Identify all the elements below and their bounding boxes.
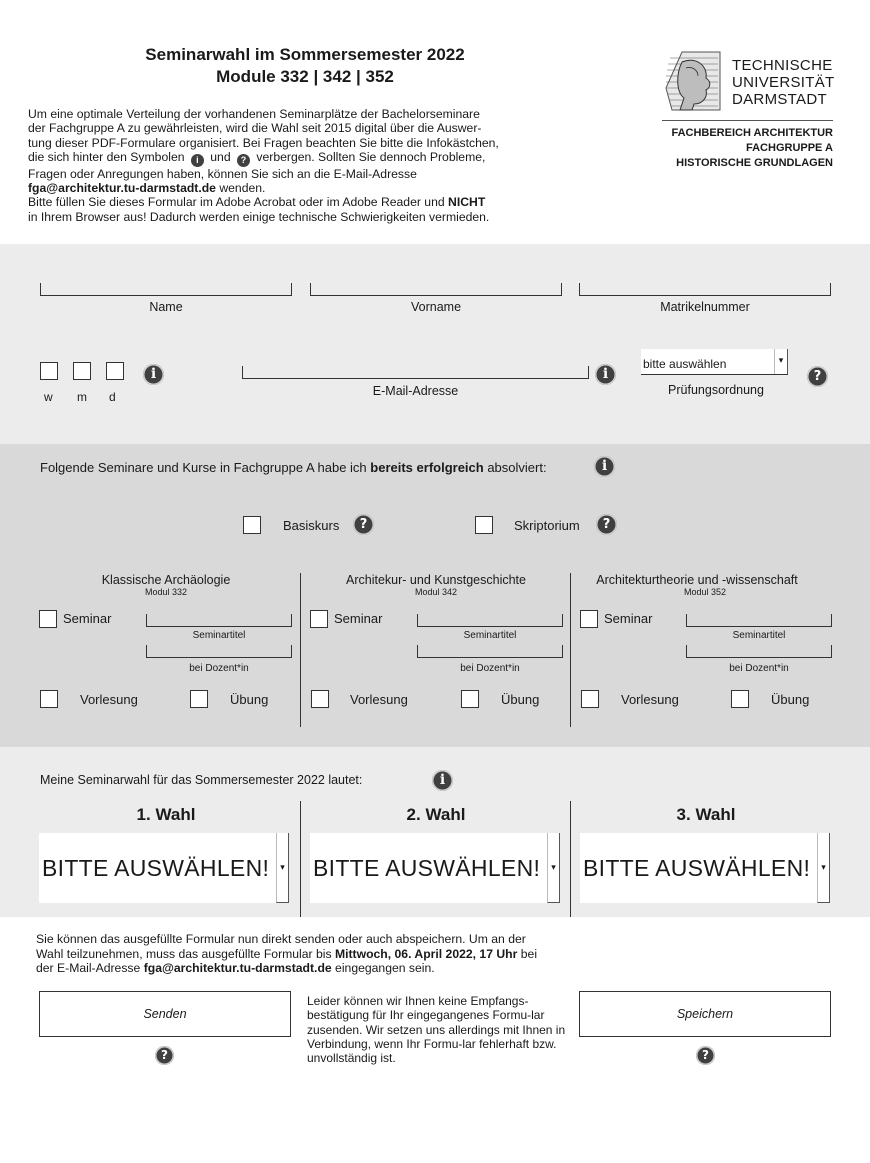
pruefungsordnung-select[interactable]: [641, 349, 788, 375]
matrikelnummer-label: Matrikelnummer: [660, 300, 750, 314]
basiskurs-checkbox[interactable]: [243, 516, 261, 534]
department-name: [640, 126, 833, 171]
dozent-label: bei Dozent*in: [189, 663, 249, 674]
footer-text-part: der E-Mail-Adresse: [36, 961, 144, 975]
info-icon: i: [191, 154, 204, 167]
select-value: BITTE AUSWÄHLEN!: [42, 855, 270, 881]
intro-line: Um eine optimale Verteilung der vorhandenen Seminarplätze der Bachelorseminare: [28, 107, 480, 121]
footer-text-part: Wahl teilzunehmen, muss das ausgefüllte Formular bis: [36, 946, 335, 961]
info-icon[interactable]: i: [594, 456, 615, 477]
module-352-number: Modul 352: [683, 587, 727, 597]
module-332-number: Modul 332: [144, 587, 188, 597]
select-value: BITTE AUSWÄHLEN!: [583, 855, 811, 881]
vorlesung-label: Vorlesung: [350, 692, 408, 707]
vorname-field[interactable]: [310, 283, 562, 296]
logo-divider: [662, 120, 833, 121]
contact-email: fga@architektur.tu-darmstadt.de: [28, 181, 216, 196]
dozent-label: bei Dozent*in: [729, 663, 789, 674]
module-332-title: Klassische Archäologie: [101, 573, 231, 587]
help-icon[interactable]: ?: [807, 366, 828, 387]
intro-line: der Fachgruppe A zu gewährleisten, wird die Wahl seit 2015 digital über die Auswer-: [28, 121, 482, 136]
seminartitel-label: Seminartitel: [192, 630, 246, 641]
vorlesung-label: Vorlesung: [80, 692, 138, 707]
intro-line: Fragen oder Anregungen haben, können Sie sich an die E-Mail-Adresse: [28, 166, 417, 181]
completed-intro-text: absolviert:: [483, 460, 547, 475]
footer-text-part: bei: [517, 946, 538, 961]
second-choice-heading: 2. Wahl: [406, 805, 466, 824]
skriptorium-label: Skriptorium: [514, 518, 580, 533]
gender-d-label: d: [109, 390, 116, 404]
university-seal-logo: [662, 48, 724, 114]
send-button[interactable]: Senden: [39, 991, 291, 1037]
help-icon: ?: [237, 154, 250, 167]
choice-intro: Meine Seminarwahl für das Sommersemester 2022 lautet:: [40, 773, 363, 787]
first-choice-heading: 1. Wahl: [136, 805, 196, 824]
intro-line: tung dieser PDF-Formulare organisiert. Bei Fragen beachten Sie bitte die Infokästchen,: [28, 135, 499, 150]
intro-line: [28, 195, 588, 209]
third-choice-heading: 3. Wahl: [676, 805, 736, 824]
basiskurs-label: Basiskurs: [283, 518, 340, 533]
intro-text: [28, 107, 588, 224]
module-332-seminar-checkbox[interactable]: [39, 610, 57, 628]
column-divider: [300, 801, 301, 917]
seminar-label: Seminar: [334, 611, 383, 626]
intro-line: [28, 181, 588, 195]
dept-line: FACHGRUPPE A: [746, 142, 833, 154]
completed-intro-emphasis: bereits erfolgreich: [370, 460, 484, 475]
footer-line: [36, 947, 616, 962]
module-332-seminartitel-field[interactable]: [146, 614, 292, 627]
gender-m-label: m: [77, 390, 87, 404]
vorname-label: Vorname: [410, 300, 462, 314]
column-divider: [570, 573, 571, 727]
first-choice-select[interactable]: [39, 833, 289, 903]
skriptorium-checkbox[interactable]: [475, 516, 493, 534]
vorlesung-label: Vorlesung: [621, 692, 679, 707]
chevron-down-icon[interactable]: ▾: [547, 833, 560, 903]
column-divider: [570, 801, 571, 917]
module-352-vorlesung-checkbox[interactable]: [581, 690, 599, 708]
name-field[interactable]: [40, 283, 292, 296]
module-332-dozent-field[interactable]: [146, 645, 292, 658]
page-title: [0, 44, 610, 88]
info-icon[interactable]: i: [595, 364, 616, 385]
dept-line: FACHBEREICH ARCHITEKTUR: [671, 127, 833, 139]
pruefungsordnung-label: Prüfungsordnung: [668, 383, 764, 397]
logo-line: DARMSTADT: [732, 91, 827, 108]
seminartitel-label: Seminartitel: [732, 630, 786, 641]
select-value: BITTE AUSWÄHLEN!: [313, 855, 541, 881]
module-332-vorlesung-checkbox[interactable]: [40, 690, 58, 708]
uebung-label: Übung: [771, 692, 810, 707]
dept-line: HISTORISCHE GRUNDLAGEN: [676, 157, 833, 169]
seminar-label: Seminar: [604, 611, 653, 626]
completed-intro: [40, 460, 547, 475]
gender-w-checkbox[interactable]: [40, 362, 58, 380]
module-342-title: Architekur- und Kunstgeschichte: [346, 573, 526, 587]
chevron-down-icon[interactable]: ▾: [817, 833, 830, 903]
gender-m-checkbox[interactable]: [73, 362, 91, 380]
logo-line: TECHNISCHE: [732, 57, 833, 74]
submission-instructions: [36, 932, 616, 976]
help-icon[interactable]: ?: [155, 1046, 174, 1065]
deadline: Mittwoch, 06. April 2022, 17 Uhr: [334, 946, 518, 961]
seminartitel-label: Seminartitel: [463, 630, 517, 641]
intro-text-part: wenden.: [215, 181, 266, 196]
chevron-down-icon[interactable]: ▾: [774, 349, 788, 374]
save-button[interactable]: Speichern: [579, 991, 831, 1037]
confirmation-note: Leider können wir Ihnen keine Empfangs-bestätigung für Ihr eingegangenes Formu-lar zusenden. Wir setzen uns allerdings mit Ihnen in Verbindung, wenn Ihr Formu-lar fehlerhaft bzw. unvollständig ist.: [307, 994, 566, 1066]
uebung-label: Übung: [230, 692, 269, 707]
intro-text-part: und: [210, 149, 231, 164]
completed-intro-text: Folgende Seminare und Kurse in Fachgruppe A habe ich: [40, 460, 371, 475]
module-342-vorlesung-checkbox[interactable]: [311, 690, 329, 708]
title-line-1: Seminarwahl im Sommersemester 2022: [145, 45, 465, 64]
select-value: bitte auswählen: [643, 357, 727, 371]
gender-w-label: w: [44, 390, 53, 404]
intro-line: in Ihrem Browser aus! Dadurch werden einige technische Schwierigkeiten vermieden.: [28, 209, 490, 224]
module-342-seminar-checkbox[interactable]: [310, 610, 328, 628]
email-label: E-Mail-Adresse: [372, 384, 459, 398]
seminar-label: Seminar: [63, 611, 112, 626]
uebung-label: Übung: [501, 692, 540, 707]
module-352-seminar-checkbox[interactable]: [580, 610, 598, 628]
email-field[interactable]: [242, 366, 589, 379]
module-342-seminartitel-field[interactable]: [417, 614, 563, 627]
footer-line: Sie können das ausgefüllte Formular nun direkt senden oder auch abspeichern. Um an der: [36, 932, 526, 946]
matrikelnummer-field[interactable]: [579, 283, 831, 296]
gender-d-checkbox[interactable]: [106, 362, 124, 380]
intro-text-part: verbergen. Sollten Sie dennoch Probleme,: [256, 149, 486, 164]
info-icon[interactable]: i: [143, 364, 164, 385]
help-icon[interactable]: ?: [596, 514, 617, 535]
title-line-2: Module 332 | 342 | 352: [216, 67, 394, 86]
dozent-label: bei Dozent*in: [460, 663, 520, 674]
personal-data-section: [0, 244, 870, 444]
column-divider: [300, 573, 301, 727]
module-352-uebung-checkbox[interactable]: [731, 690, 749, 708]
help-icon[interactable]: ?: [696, 1046, 715, 1065]
name-label: Name: [149, 300, 183, 314]
intro-emphasis: NICHT: [448, 195, 486, 210]
footer-line: [36, 961, 616, 976]
module-332-uebung-checkbox[interactable]: [190, 690, 208, 708]
help-icon[interactable]: ?: [353, 514, 374, 535]
module-352-dozent-field[interactable]: [686, 645, 832, 658]
module-352-seminartitel-field[interactable]: [686, 614, 832, 627]
university-name: [732, 57, 834, 108]
contact-email: fga@architektur.tu-darmstadt.de: [143, 961, 332, 975]
info-icon[interactable]: i: [432, 770, 453, 791]
intro-text-part: die sich hinter den Symbolen: [28, 149, 185, 164]
second-choice-select[interactable]: [310, 833, 560, 903]
chevron-down-icon[interactable]: ▾: [276, 833, 289, 903]
module-342-dozent-field[interactable]: [417, 645, 563, 658]
module-342-uebung-checkbox[interactable]: [461, 690, 479, 708]
logo-line: UNIVERSITÄT: [732, 74, 835, 91]
module-342-number: Modul 342: [414, 587, 458, 597]
third-choice-select[interactable]: [580, 833, 830, 903]
intro-line: [28, 150, 588, 167]
intro-text-part: Bitte füllen Sie dieses Formular im Adobe Acrobat oder im Adobe Reader und: [28, 195, 449, 210]
module-352-title: Architekturtheorie und -wissenschaft: [596, 573, 798, 587]
footer-text-part: eingegangen sein.: [331, 961, 435, 975]
